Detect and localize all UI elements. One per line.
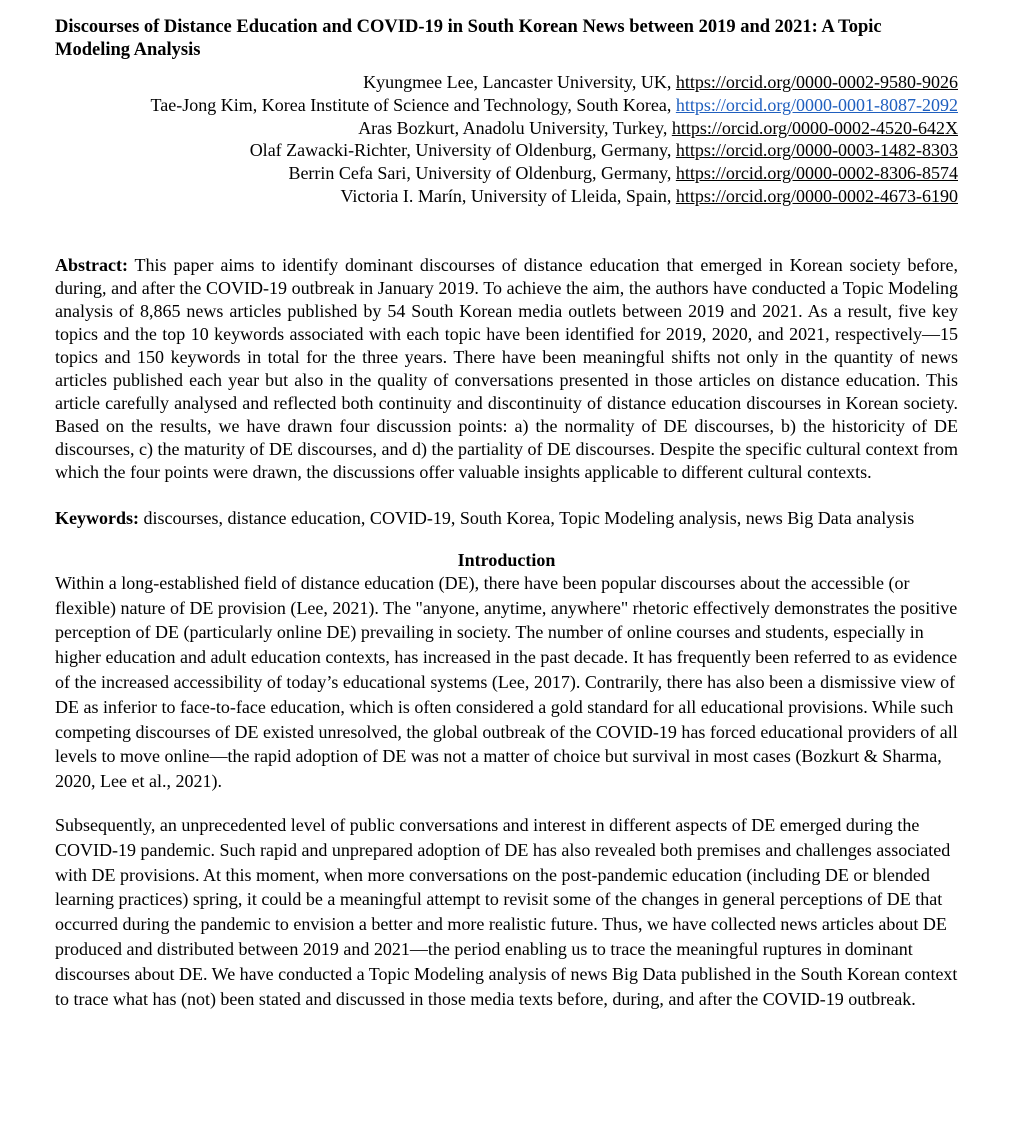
author-entry (55, 139, 958, 162)
section-heading-introduction: Introduction (457, 549, 556, 570)
author-affiliation: Victoria I. Marín, University of Lleida, Spain, (340, 185, 676, 206)
author-affiliation: Aras Bozkurt, Anadolu University, Turkey, (358, 117, 672, 138)
author-entry (55, 117, 958, 140)
orcid-link[interactable]: https://orcid.org/0000-0002-8306-8574 (675, 163, 958, 184)
orcid-link[interactable]: https://orcid.org/0000-0001-8087-2092 (675, 94, 958, 115)
orcid-link[interactable]: https://orcid.org/0000-0002-9580-9026 (675, 72, 958, 92)
orcid-link[interactable]: https://orcid.org/0000-0002-4673-6190 (675, 185, 958, 206)
body-paragraph: Within a long-established field of distance education (DE), there have been popular discourses about the accessible (or flexible) nature of DE provision (Lee, 2021). The "anyone, anytime, anywhere" rhetoric effectively demonstrates the positive perception of DE (particularly online DE) prevailing in society. The number of online courses and students, especially in higher education and adult education contexts, has increased in the past decade. It has frequently been referred to as evidence of the increased accessibility of today’s educational systems (Lee, 2017). Contrarily, there has also been a dismissive view of DE as inferior to face-to-face education, which is often considered a gold standard for all educational provisions. While such competing discourses of DE existed unresolved, the global outbreak of the COVID-19 has forced educational providers of all levels to move online—the rapid adoption of DE was not a matter of choice but survival in most cases (Bozkurt & Sharma, 2020, Lee et al., 2021). (55, 572, 958, 792)
orcid-link[interactable]: https://orcid.org/0000-0002-4520-642X (671, 117, 958, 138)
author-affiliation: Berrin Cefa Sari, University of Oldenburg, Germany, (288, 163, 676, 184)
author-affiliation: Tae-Jong Kim, Korea Institute of Science and Technology, South Korea, (150, 94, 676, 115)
abstract-label: Abstract: (55, 254, 128, 275)
author-list (55, 71, 958, 208)
orcid-link[interactable]: https://orcid.org/0000-0003-1482-8303 (675, 140, 958, 161)
abstract-text: This paper aims to identify dominant discourses of distance education that emerged in Korean society before, during, and after the COVID-19 outbreak in January 2019. To achieve the aim, the authors have conducted a Topic Modeling analysis of 8,865 news articles published by 54 South Korean media outlets between 2019 and 2021. As a result, five key topics and the top 10 keywords associated with each topic have been identified for 2019, 2020, and 2021, respectively—15 topics and 150 keywords in total for the three years. There have been meaningful shifts not only in the quantity of news articles published each year but also in the quality of conversations presented in those articles on distance education. This article carefully analysed and reflected both continuity and discontinuity of distance education discourses in Korean society. Based on the results, we have drawn four discussion points: a) the normality of DE discourses, b) the historicity of DE discourses, c) the maturity of DE discourses, and d) the partiality of DE discourses. Despite the specific cultural context from which the four points were drawn, the discussions offer valuable insights applicable to different cultural contexts. (55, 254, 958, 482)
author-entry (55, 185, 958, 208)
author-affiliation: Olaf Zawacki-Richter, University of Oldenburg, Germany, (249, 140, 676, 161)
body-paragraph: Subsequently, an unprecedented level of public conversations and interest in different aspects of DE emerged during the COVID-19 pandemic. Such rapid and unprepared adoption of DE has also revealed both premises and challenges associated with DE provisions. At this moment, when more conversations on the post-pandemic education (including DE or blended learning practices) spring, it could be a meaningful attempt to revisit some of the changes in general perceptions of DE that occurred during the pandemic to envision a better and more realistic future. Thus, we have collected news articles about DE produced and distributed between 2019 and 2021—the period enabling us to trace the meaningful ruptures in dominant discourses about DE. We have conducted a Topic Modeling analysis of news Big Data published in the South Korean context to trace what has (not) been stated and discussed in those media texts before, during, and after the COVID-19 outbreak. (55, 814, 958, 1009)
author-entry (55, 162, 958, 185)
keywords-label: Keywords: (55, 507, 139, 528)
author-entry (55, 94, 958, 117)
paper-title: Discourses of Distance Education and COVID-19 in South Korean News between 2019 and 2021: A Topic Modeling Analysis (55, 17, 882, 60)
author-affiliation: Kyungmee Lee, Lancaster University, UK, (363, 72, 676, 92)
abstract (55, 254, 958, 484)
author-entry (55, 71, 958, 94)
keywords-text: discourses, distance education, COVID-19, South Korea, Topic Modeling analysis, news Big Data analysis (139, 507, 915, 528)
keywords (55, 506, 958, 531)
